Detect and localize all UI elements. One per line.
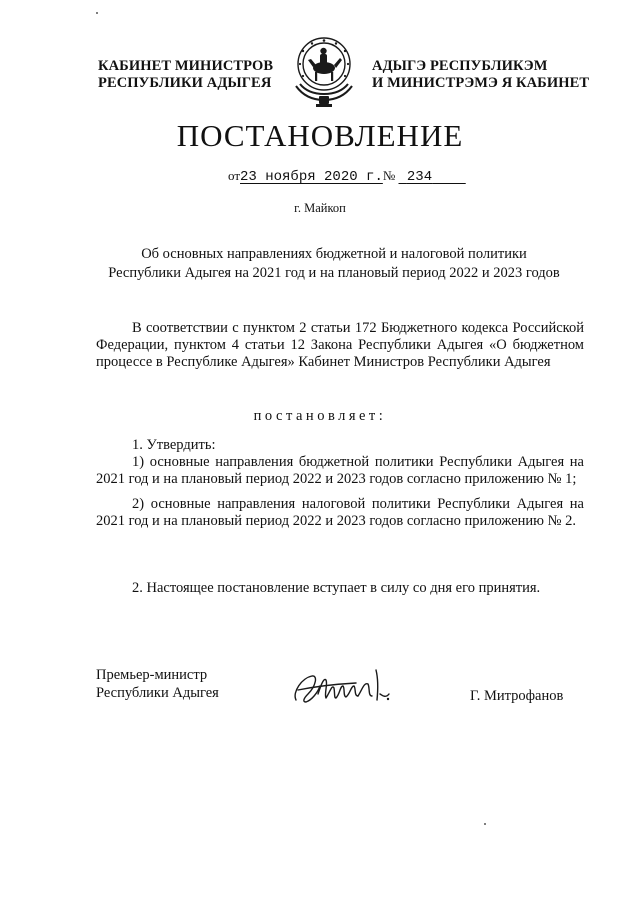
header-right-line1: АДЫГЭ РЕСПУБЛИКЭМ — [372, 58, 548, 74]
item-1-1: 1) основные направления бюджетной политики Республики Адыгея на 2021 год и на плановый период 2022 и 2023 годов согласно приложению № 1; — [96, 454, 584, 487]
handwritten-signature-icon — [288, 664, 398, 710]
scan-speck — [484, 823, 486, 825]
document-title: ПОСТАНОВЛЕНИЕ — [176, 118, 464, 153]
coat-of-arms-icon — [286, 34, 362, 112]
header-right-org — [372, 58, 589, 92]
item-2: 2. Настоящее постановление вступает в силу со дня его принятия. — [132, 580, 541, 596]
subject-line1: Об основных направлениях бюджетной и налоговой политики — [141, 246, 527, 262]
header-left-line2: РЕСПУБЛИКИ АДЫГЕЯ — [98, 75, 272, 91]
preamble-paragraph: В соответствии с пунктом 2 статьи 172 Бюджетного кодекса Российской Федерации, пунктом 4 статьи 12 Закона Республики Адыгея «О бюджетном процессе в Республике Адыгея» Кабинет Министров Республики Адыгея — [96, 320, 584, 370]
header-right-line2: И МИНИСТРЭМЭ Я КАБИНЕТ — [372, 75, 590, 91]
header-left-line1: КАБИНЕТ МИНИСТРОВ — [98, 58, 274, 74]
decree-items — [96, 437, 584, 530]
scan-speck — [96, 12, 98, 14]
document-number: 234 — [406, 169, 433, 185]
document-subject — [80, 245, 588, 283]
document-number-field — [399, 169, 466, 185]
signatory-name: Г. Митрофанов — [470, 688, 564, 704]
signatory-position — [96, 666, 219, 702]
city: г. Майкоп — [294, 201, 346, 215]
item-1: 1. Утвердить: — [132, 437, 216, 453]
position-line2: Республики Адыгея — [96, 685, 219, 701]
decree-word: постановляет: — [253, 408, 387, 424]
subject-line2: Республики Адыгея на 2021 год и на плановый период 2022 и 2023 годов — [108, 265, 560, 281]
number-label: № — [382, 168, 396, 183]
header-left-org — [98, 58, 273, 92]
document-date: 23 ноября 2020 г. — [240, 169, 383, 185]
item-1-2: 2) основные направления налоговой политики Республики Адыгея на 2021 год и на плановый период 2022 и 2023 годов согласно приложению № 2. — [96, 496, 584, 529]
date-number-line — [228, 168, 466, 185]
position-line1: Премьер-министр — [96, 667, 208, 683]
date-prefix: от — [228, 168, 241, 183]
